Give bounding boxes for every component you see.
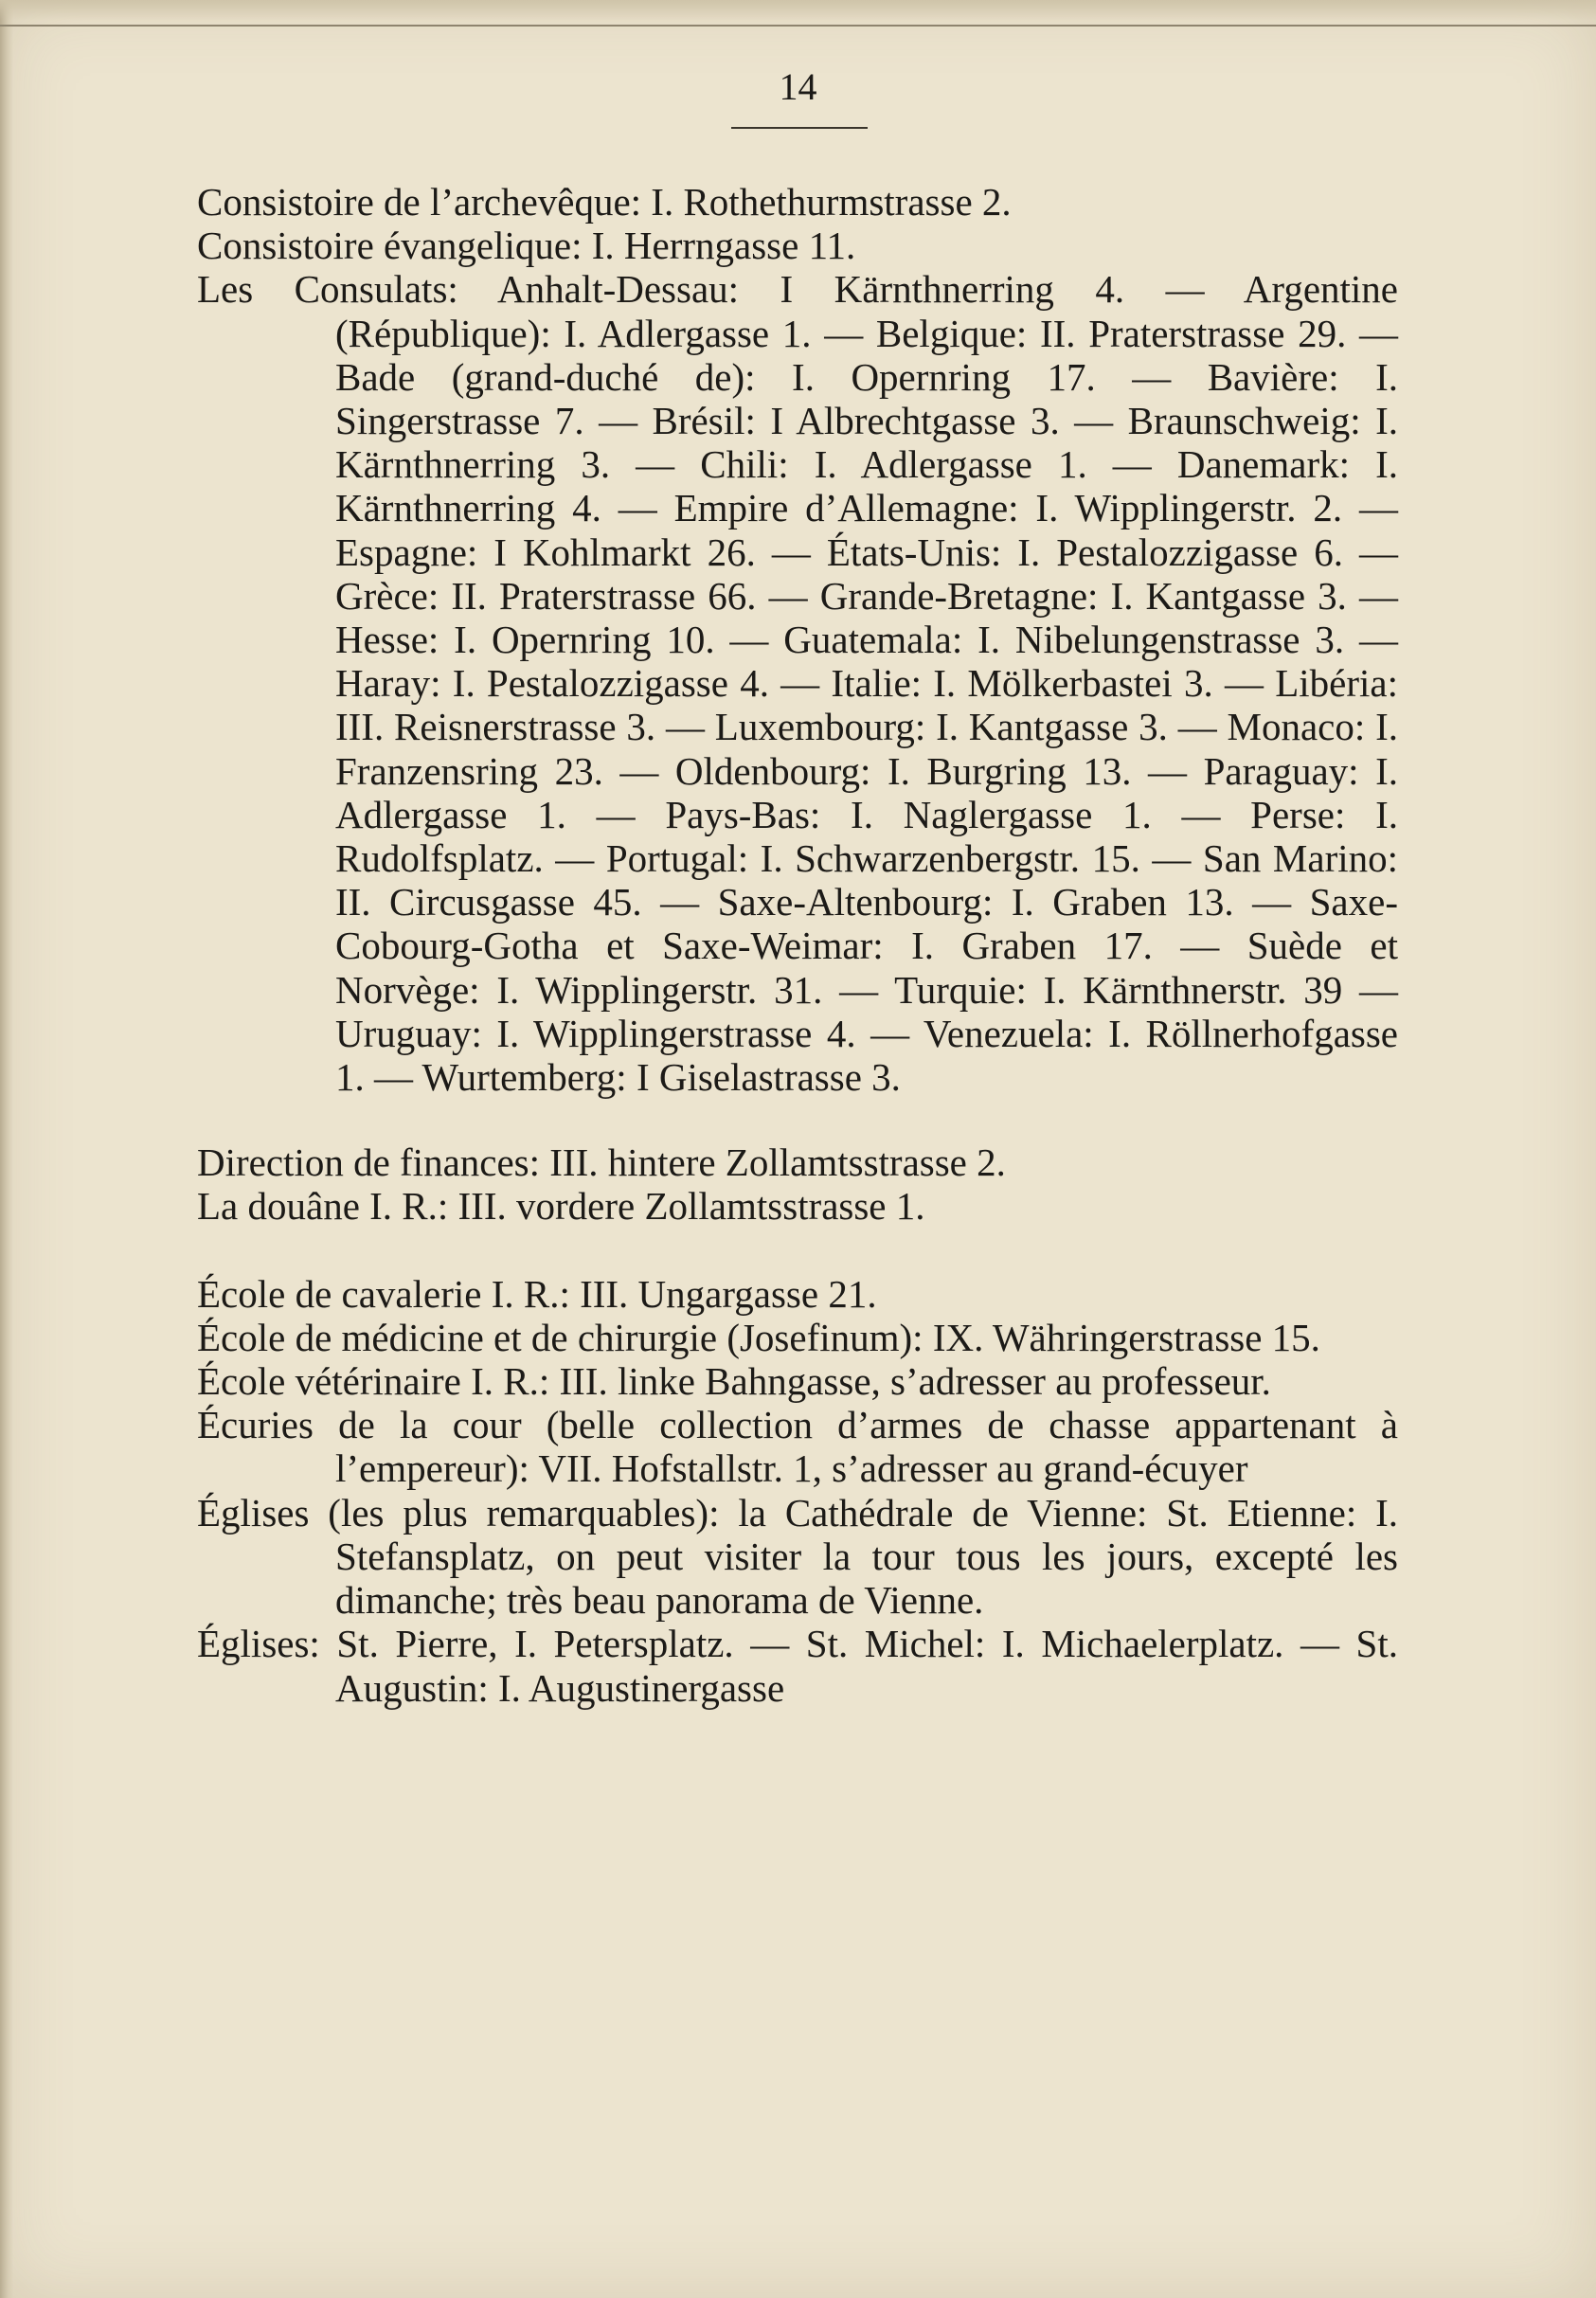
section-gap <box>197 1099 1398 1140</box>
page-text <box>197 180 1398 1710</box>
page-number: 14 <box>779 65 817 108</box>
entry-ecole-veterinaire: École vétérinaire I. R.: III. linke Bahngasse, s’adresser au professeur. <box>197 1359 1271 1404</box>
entry-ecuries: Écuries de la cour (belle collection d’armes de chasse appartenant à l’empereur): VII. Hofstallstr. 1, s’adresser au grand-écuyer <box>197 1403 1398 1491</box>
entry-eglises-cathedrale: Églises (les plus remarquables): la Cathédrale de Vienne: St. Etienne: I. Stefansplatz, on peut visiter la tour tous les jours, excepté les dimanche; très beau panorama de Vienne. <box>197 1490 1398 1623</box>
entry-douane: La douâne I. R.: III. vordere Zollamtsstrasse 1. <box>197 1184 925 1229</box>
top-border-line <box>0 25 1596 27</box>
entry-direction-finances: Direction de finances: III. hintere Zollamtsstrasse 2. <box>197 1140 1006 1185</box>
entry-eglises-others: Églises: St. Pierre, I. Petersplatz. — St. Michel: I. Michaelerplatz. — St. Augustin: I. Augustinergasse <box>197 1622 1398 1710</box>
page-top-edge <box>0 0 1596 21</box>
page-left-edge <box>0 0 13 2298</box>
entry-consulats: Les Consulats: Anhalt-Dessau: I Kärnthnerring 4. — Argentine (République): I. Adlergasse 1. — Belgique: II. Praterstrasse 29. — Bade (grand-duché de): I. Opernring 17. — Bavière: I. Singerstrasse 7. — Brésil: I Albrechtgasse 3. — Braunschweig: I. Kärnthnerring 3. — Chili: I. Adlergasse 1. — Danemark: I. Kärnthnerring 4. — Empire d’Allemagne: I. Wipplingerstr. 2. — Espagne: I Kohlmarkt 26. — États-Unis: I. Pestalozzigasse 6. — Grèce: II. Praterstrasse 66. — Grande-Bretagne: I. Kantgasse 3. — Hesse: I. Opernring 10. — Guatemala: I. Nibelungenstrasse 3. — Haray: I. Pestalozzigasse 4. — Italie: I. Mölkerbastei 3. — Libéria: III. Reisnerstrasse 3. — Luxembourg: I. Kantgasse 3. — Monaco: I. Franzensring 23. — Oldenbourg: I. Burgring 13. — Paraguay: I. Adlergasse 1. — Pays-Bas: I. Naglergasse 1. — Perse: I. Rudolfsplatz. — Portugal: I. Schwarzenbergstr. 15. — San Marino: II. Circusgasse 45. — Saxe-Altenbourg: I. Graben 13. — Saxe-Cobourg-Gotha et Saxe-Weimar: I. Graben 17. — Suède et Norvège: I. Wipplingerstr. 31. — Turquie: I. Kärnthnerstr. 39 — Uruguay: I. Wipplingerstrasse 4. — Venezuela: I. Röllnerhofgasse 1. — Wurtemberg: I Giselastrasse 3. <box>197 267 1398 1100</box>
entry-ecole-medicine: École de médicine et de chirurgie (Josefinum): IX. Währingerstrasse 15. <box>197 1315 1320 1359</box>
entry-consistoire-evangelique: Consistoire évangelique: I. Herrngasse 11. <box>197 224 856 268</box>
page-number-underline <box>731 127 868 129</box>
entry-ecole-cavalerie: École de cavalerie I. R.: III. Ungargasse 21. <box>197 1271 877 1316</box>
section-gap <box>197 1229 1398 1272</box>
entry-consistoire-archeveque: Consistoire de l’archevêque: I. Rothethurmstrasse 2. <box>197 180 1012 224</box>
